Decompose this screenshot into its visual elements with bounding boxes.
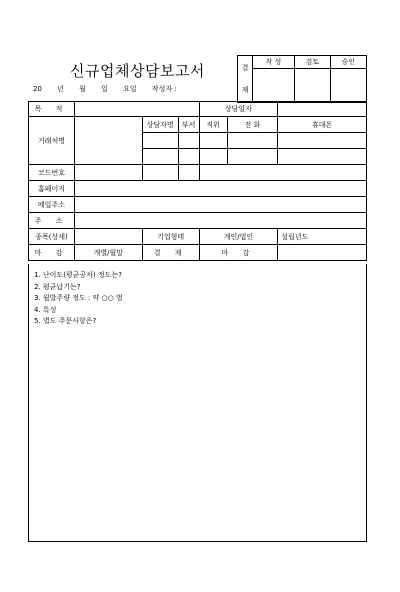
contact-header-name: 상담자명: [142, 117, 178, 133]
month-label: 월: [79, 85, 86, 93]
contact-mobile-field[interactable]: [278, 149, 367, 165]
year-label: 년: [57, 85, 64, 93]
approval-header-write: 작 성: [253, 56, 295, 69]
day-label: 일: [101, 85, 108, 93]
code-number-label: 코드번호: [29, 165, 75, 181]
consult-question-list: [29, 264, 366, 328]
consult-info-table: [28, 101, 367, 261]
client-name-field[interactable]: [74, 117, 142, 165]
approval-sign-approve[interactable]: [330, 69, 366, 103]
email-label: 메일주소: [29, 197, 75, 213]
closing-label: 마 감: [29, 245, 75, 261]
question-item: 2. 평균납기는?: [34, 282, 81, 291]
approval-sign-review[interactable]: [294, 69, 330, 103]
contact-mobile-field[interactable]: [278, 133, 367, 149]
purpose-label: 목 적: [29, 102, 75, 117]
code-number-field[interactable]: [74, 165, 142, 181]
question-item: 1. 난이도(평균공차) 정도는?: [34, 271, 122, 279]
company-type-label: 기업형태: [142, 229, 199, 245]
deadline-label: 마 감: [199, 245, 278, 261]
author-label: 작성자 :: [151, 85, 177, 93]
contact-position-field[interactable]: [199, 133, 227, 149]
contact-dept-field[interactable]: [178, 133, 199, 149]
business-type-label: 종목(상세): [29, 229, 75, 245]
email-field[interactable]: [74, 197, 366, 213]
homepage-label: 홈페이지: [29, 181, 75, 197]
closing-value: 개별/월말: [74, 245, 142, 261]
contact-phone-field[interactable]: [227, 133, 278, 149]
code-extra-field[interactable]: [199, 165, 366, 181]
code-extra-field[interactable]: [142, 165, 178, 181]
homepage-field[interactable]: [74, 181, 366, 197]
contact-header-position: 직위: [199, 117, 227, 133]
business-type-field[interactable]: [74, 229, 142, 245]
payment-label: 결 재: [142, 245, 199, 261]
weekday-label: 요일: [123, 85, 137, 93]
question-item: 4. 특성: [34, 305, 57, 314]
contact-dept-field[interactable]: [178, 149, 199, 165]
contact-header-mobile: 휴대폰: [278, 117, 367, 133]
approval-side-top: 결: [241, 64, 249, 72]
contact-header-phone: 전 화: [227, 117, 278, 133]
contact-name-field[interactable]: [142, 133, 178, 149]
question-item: 3. 월발주량 정도 : 약 ○○ 벌: [34, 294, 123, 302]
purpose-field[interactable]: [74, 102, 199, 117]
address-field[interactable]: [74, 213, 366, 229]
question-item: 5. 별도 주문사항은?: [34, 317, 97, 325]
consult-date-label: 상담일자: [199, 102, 278, 117]
contact-header-dept: 부서: [178, 117, 199, 133]
code-extra-field[interactable]: [178, 165, 199, 181]
founded-year-label: 설립년도: [278, 229, 367, 245]
client-name-label: 거래처명: [29, 117, 75, 165]
approval-box: [237, 55, 367, 103]
approval-sign-write[interactable]: [253, 69, 295, 103]
address-label: 주 소: [29, 213, 75, 229]
consult-date-field[interactable]: [278, 102, 367, 117]
approval-header-review: 검토: [294, 56, 330, 69]
date-author-line: [33, 84, 177, 94]
contact-position-field[interactable]: [199, 149, 227, 165]
deadline-field[interactable]: [278, 245, 367, 261]
company-type-value: 개인/법인: [199, 229, 278, 245]
approval-side-label: [238, 56, 253, 103]
contact-phone-field[interactable]: [227, 149, 278, 165]
year-prefix: 20: [33, 85, 42, 93]
approval-side-bottom: 재: [241, 86, 249, 94]
consult-notes-box[interactable]: [28, 264, 367, 542]
form-title: 신규업체상담보고서: [70, 62, 205, 80]
approval-header-approve: 승인: [330, 56, 366, 69]
contact-name-field[interactable]: [142, 149, 178, 165]
